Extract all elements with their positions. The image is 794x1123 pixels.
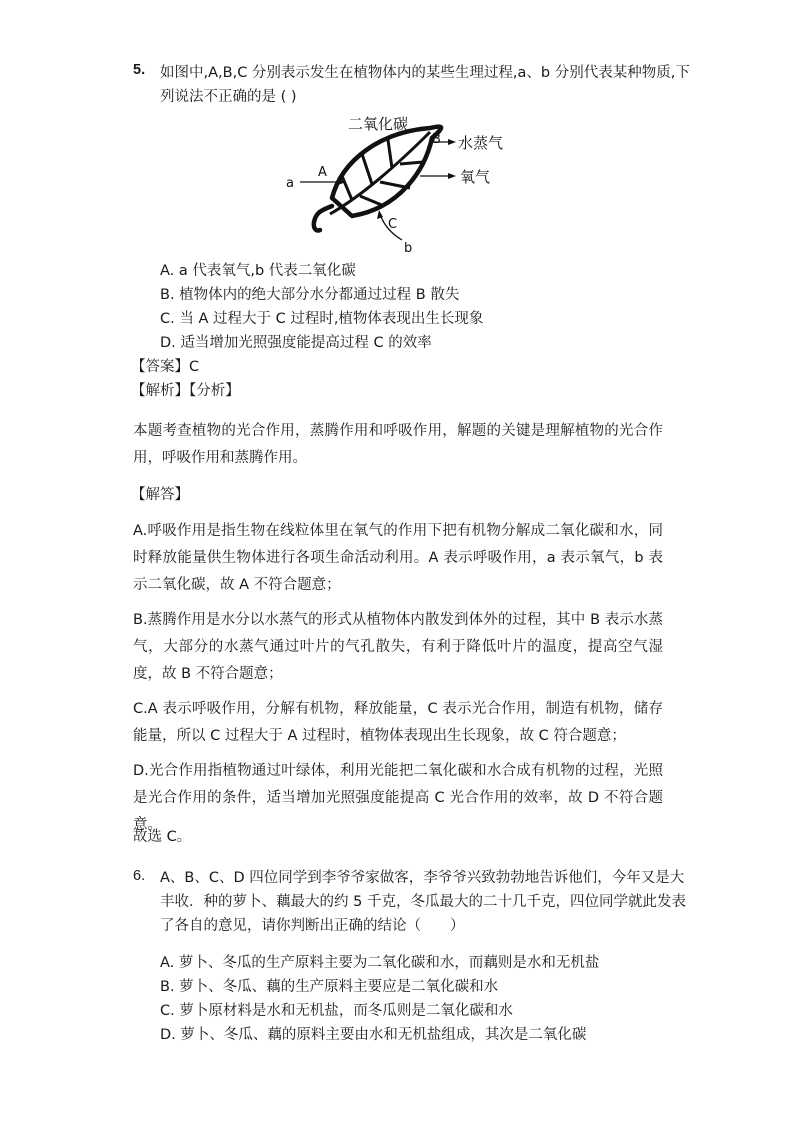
label-A: A bbox=[318, 165, 327, 180]
question-5-stem-line1: 如图中,A,B,C 分别表示发生在植物体内的某些生理过程,a、b 分别代表某种物质,下 bbox=[160, 65, 690, 81]
q5-answer: 【答案】C bbox=[131, 359, 200, 375]
label-co2: 二氧化碳 bbox=[348, 115, 409, 133]
leaf-stem bbox=[314, 206, 332, 231]
q5-option-a: A. a 代表氧气,b 代表二氧化碳 bbox=[160, 263, 356, 279]
q6-option-c: C. 萝卜原材料是水和无机盐，而冬瓜则是二氧化碳和水 bbox=[160, 1003, 513, 1019]
label-B: B bbox=[432, 132, 441, 147]
q6-option-d: D. 萝卜、冬瓜、藕的原料主要由水和无机盐组成，其次是二氧化碳 bbox=[160, 1027, 587, 1043]
question-5-stem-line2: 列说法不正确的是 ( ) bbox=[160, 89, 297, 105]
label-a: a bbox=[286, 176, 294, 191]
question-5-number: 5. bbox=[133, 62, 146, 78]
question-6-stem-line3: 了各自的意见，请你判断出正确的结论（ ） bbox=[160, 918, 465, 934]
q5-option-b: B. 植物体内的绝大部分水分都通过过程 B 散失 bbox=[160, 287, 460, 303]
label-oxygen: 氧气 bbox=[460, 168, 491, 186]
q5-option-c: C. 当 A 过程大于 C 过程时,植物体表现出生长现象 bbox=[160, 311, 484, 327]
q5-option-d: D. 适当增加光照强度能提高过程 C 的效率 bbox=[160, 335, 432, 351]
q5-conclusion: 故选 C。 bbox=[133, 829, 192, 845]
q5-solution-heading: 【解答】 bbox=[131, 487, 189, 503]
q5-solution-para-a: A.呼吸作用是指生物在线粒体里在氧气的作用下把有机物分解成二氧化碳和水，同时释放能量供生物体进行各项生命活动利用。A 表示呼吸作用，a 表示氧气，b 表示二氧化碳，故 A 不符合题意； bbox=[133, 523, 663, 593]
q5-analysis-heading: 【解析】【分析】 bbox=[131, 383, 240, 399]
question-6-stem-line1: A、B、C、D 四位同学到李爷爷家做客，李爷爷兴致勃勃地告诉他们，今年又是大 bbox=[160, 870, 685, 886]
label-b: b bbox=[404, 241, 413, 256]
q6-option-b: B. 萝卜、冬瓜、藕的生产原料主要应是二氧化碳和水 bbox=[160, 979, 499, 995]
q5-solution-para-b: B.蒸腾作用是水分以水蒸气的形式从植物体内散发到体外的过程，其中 B 表示水蒸气，大部分的水蒸气通过叶片的气孔散失，有利于降低叶片的温度，提高空气湿度，故 B 不符合题意； bbox=[133, 612, 663, 682]
q5-analysis-text: 本题考查植物的光合作用，蒸腾作用和呼吸作用，解题的关键是理解植物的光合作用，呼吸作用和蒸腾作用。 bbox=[133, 423, 663, 466]
label-water-vapor: 水蒸气 bbox=[458, 134, 504, 152]
q5-solution-para-c: C.A 表示呼吸作用，分解有机物，释放能量，C 表示光合作用，制造有机物，储存能量，所以 C 过程大于 A 过程时，植物体表现出生长现象，故 C 符合题意； bbox=[133, 701, 663, 744]
question-6-stem-line2: 丰收．种的萝卜、藕最大的约 5 千克，冬瓜最大的二十几千克，四位同学就此发表 bbox=[160, 894, 686, 910]
label-C: C bbox=[388, 217, 398, 232]
question-6-number: 6. bbox=[133, 868, 146, 884]
leaf-diagram bbox=[280, 110, 520, 258]
q5-solution-para-d: D.光合作用指植物通过叶绿体，利用光能把二氧化碳和水合成有机物的过程，光照是光合作用的条件，适当增加光照强度能提高 C 光合作用的效率，故 D 不符合题意。 bbox=[133, 763, 663, 833]
q6-option-a: A. 萝卜、冬瓜的生产原料主要为二氧化碳和水，而藕则是水和无机盐 bbox=[160, 955, 600, 971]
